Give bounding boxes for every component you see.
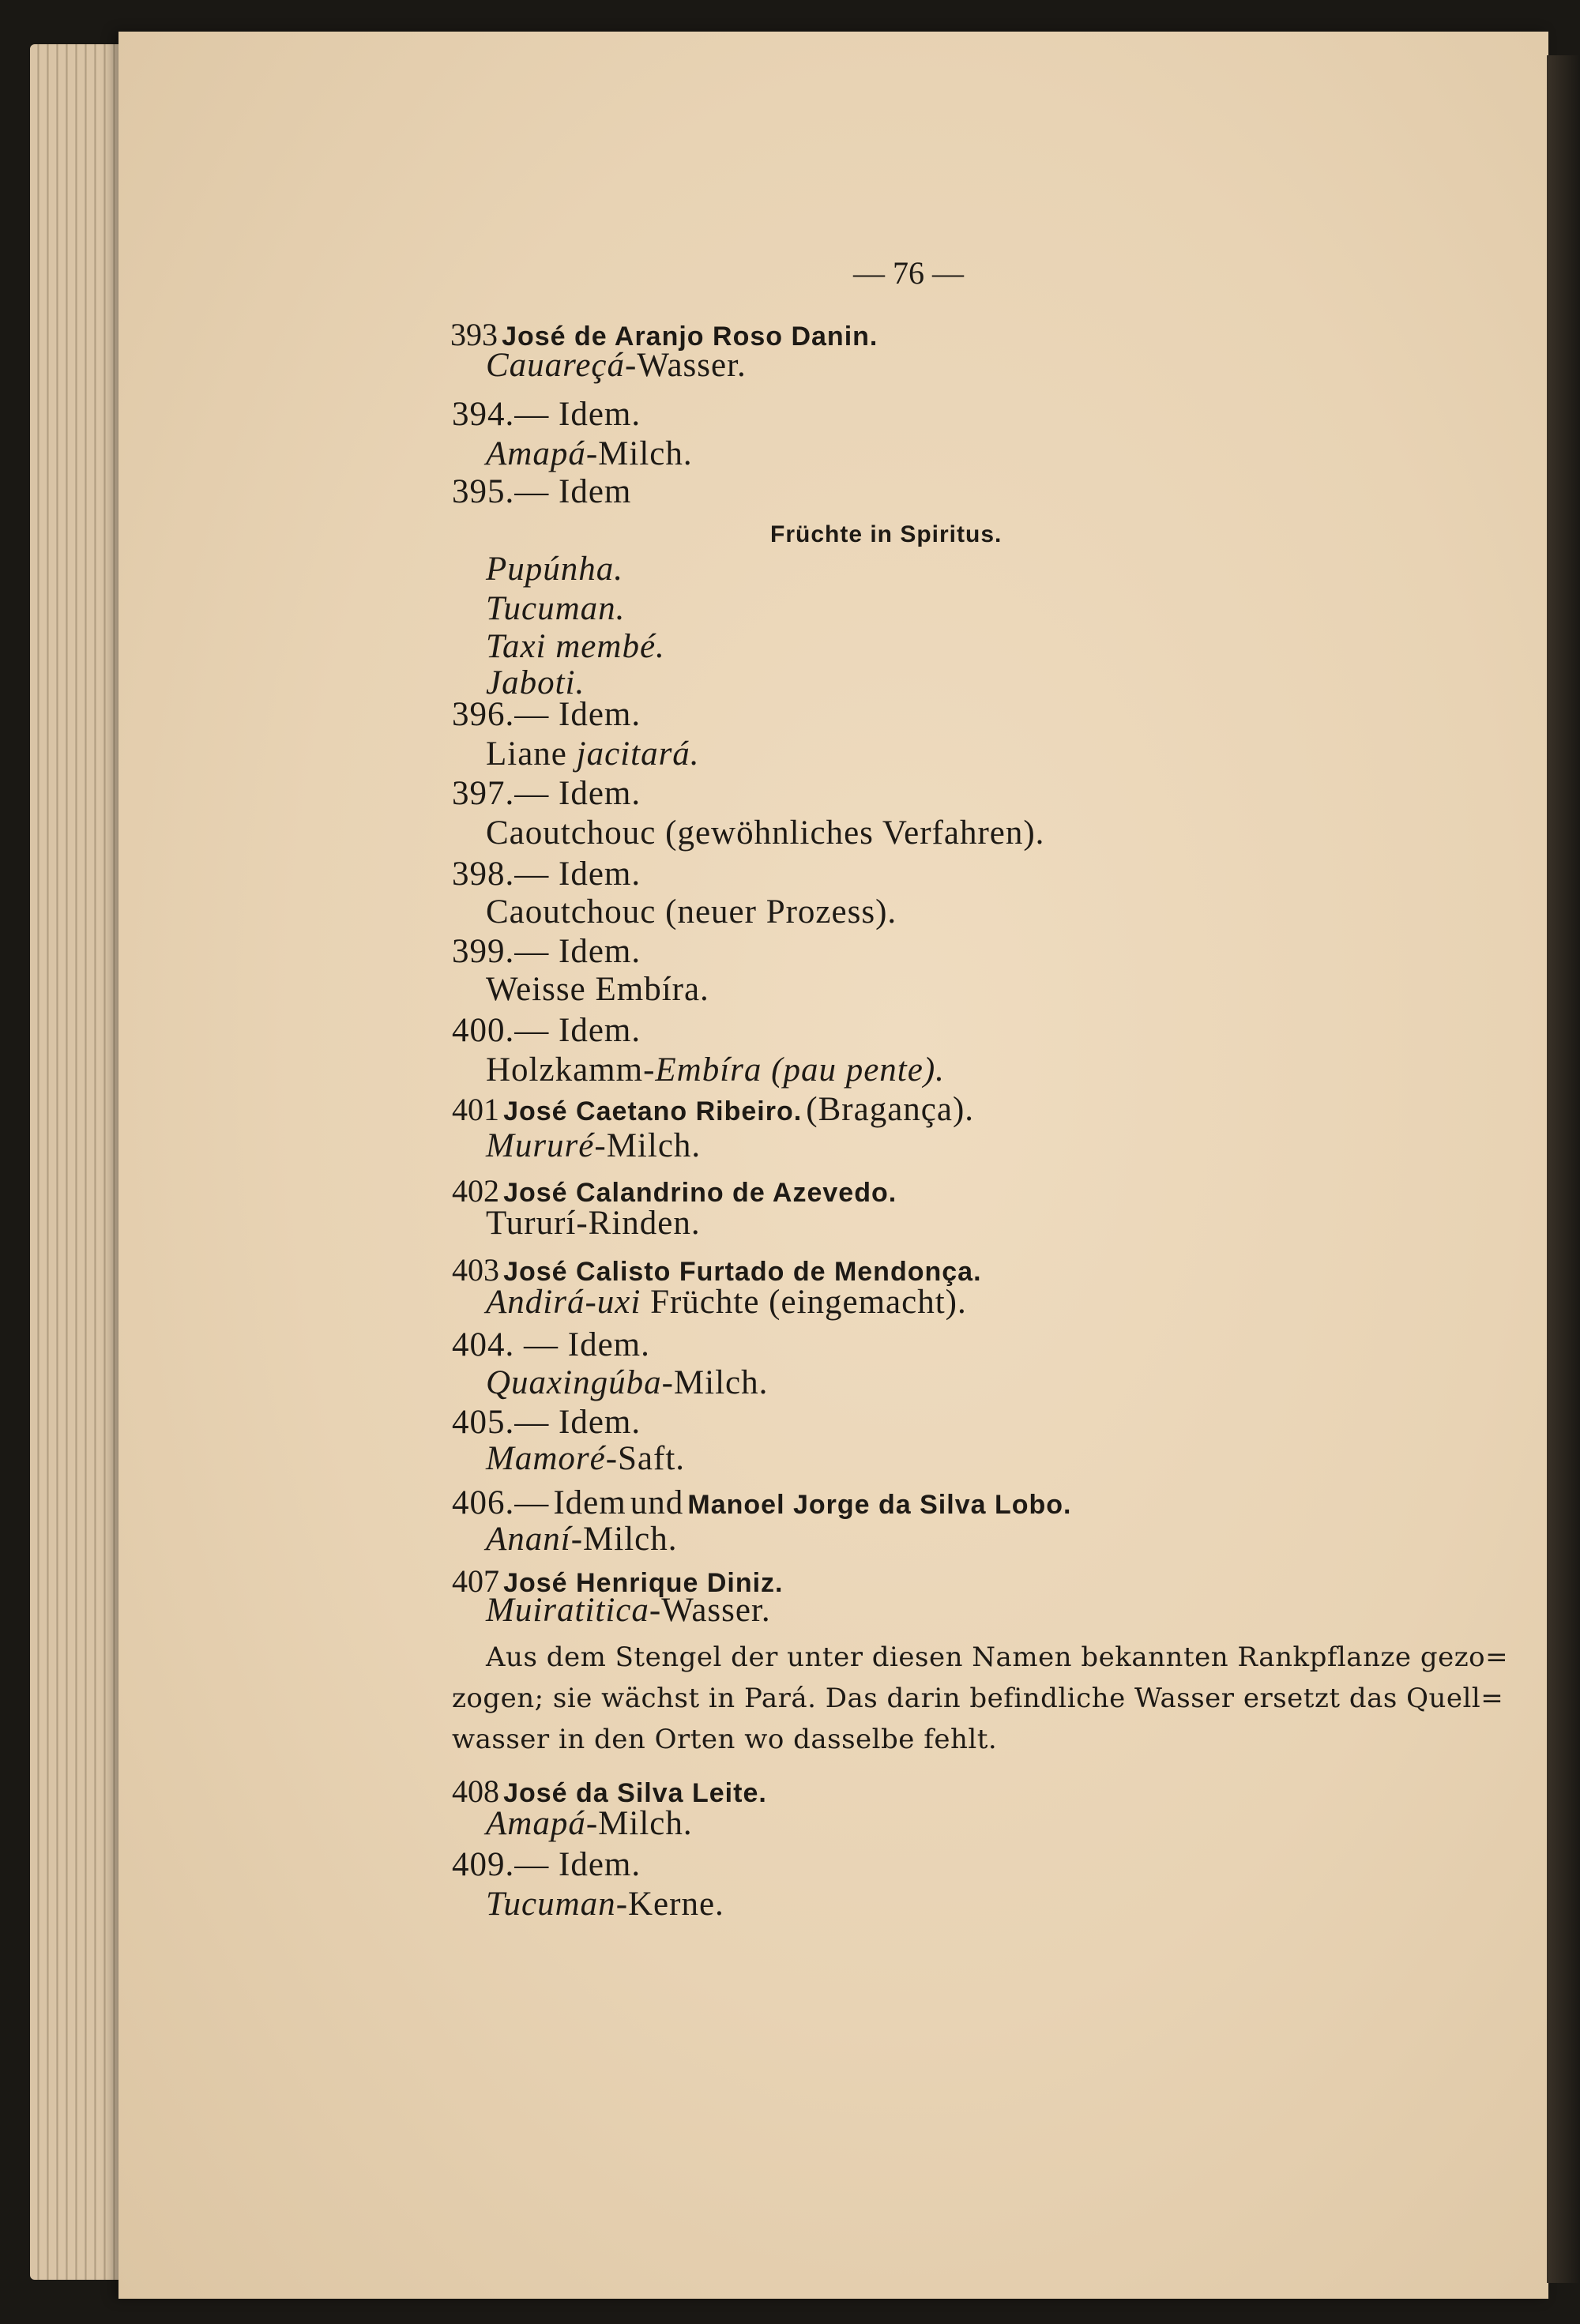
entry-395 <box>452 472 631 511</box>
entry-number: 399.— <box>452 933 550 970</box>
note-line: zogen; sie wächst in Pará. Das darin befindliche Wasser ersetzt das Quell= <box>452 1683 1504 1714</box>
entry-408-item: Amapá-Milch. <box>486 1805 693 1842</box>
note-line: wasser in den Orten wo dasselbe fehlt. <box>452 1724 998 1755</box>
note-line: Aus dem Stengel der unter diesen Namen bekannten Rankpflanze gezo= <box>486 1641 1509 1673</box>
entry-number: 404. — <box>452 1326 559 1363</box>
entry-394 <box>452 395 641 434</box>
entry-number: 396.— <box>452 696 550 733</box>
entry-number: 397.— <box>452 775 550 812</box>
entry-number: 394.— <box>452 396 550 433</box>
entry-number: 405.— <box>452 1404 550 1441</box>
entry-404-item: Quaxingúba-Milch. <box>486 1364 769 1401</box>
entry-400 <box>452 1011 641 1050</box>
entry-idem: Idem. <box>559 696 641 733</box>
entry-number: 402 <box>452 1173 499 1209</box>
entry-405 <box>452 1403 641 1442</box>
entry-author: José Henrique Diniz. <box>503 1568 784 1598</box>
entry-397 <box>452 774 641 813</box>
entry-409 <box>452 1845 641 1884</box>
entry-number: 395.— <box>452 473 550 510</box>
entry-number: 403 <box>452 1252 499 1288</box>
entry-409-item: Tucuman-Kerne. <box>486 1886 724 1923</box>
entry-400-item: Holzkamm-Embíra (pau pente). <box>486 1051 945 1089</box>
item-suffix: -Milch. <box>585 435 693 472</box>
entry-idem: Idem. <box>559 1846 641 1883</box>
entry-401-item: Mururé-Milch. <box>486 1127 702 1164</box>
entry-author: José Calandrino de Azevedo. <box>503 1178 897 1208</box>
entry-idem: Idem <box>553 1484 626 1521</box>
entry-393-item <box>486 346 747 385</box>
entry-398-item: Caoutchouc (neuer Prozess). <box>486 893 897 931</box>
entry-number: 400.— <box>452 1012 550 1049</box>
entry-idem: Idem. <box>559 933 641 970</box>
entry-idem: Idem. <box>559 1404 641 1441</box>
entry-404 <box>452 1326 650 1364</box>
entry-401 <box>452 1090 974 1129</box>
item-name: Amapá <box>486 435 586 472</box>
entry-idem: Idem. <box>559 856 641 893</box>
entry-394-item <box>486 434 693 473</box>
entry-conjunction: und <box>630 1484 684 1521</box>
entry-author: José Calisto Furtado de Mendonça. <box>503 1257 982 1287</box>
entry-author: Manoel Jorge da Silva Lobo. <box>687 1490 1072 1520</box>
entry-399-item: Weisse Embíra. <box>486 971 709 1008</box>
entry-406 <box>452 1484 1071 1522</box>
fruit-item: Tucuman. <box>486 590 626 627</box>
entry-idem: Idem. <box>559 775 641 812</box>
fruit-item: Taxi membé. <box>486 628 665 665</box>
page-number: — 76 — <box>853 255 964 291</box>
sub-heading: Früchte in Spiritus. <box>770 521 1003 547</box>
entry-number: 401 <box>452 1092 499 1127</box>
entry-idem: Idem. <box>567 1326 650 1363</box>
entry-idem: Idem. <box>559 1012 641 1049</box>
entry-403-item: Andirá-uxi Früchte (eingemacht). <box>486 1284 967 1321</box>
entry-author: José da Silva Leite. <box>503 1778 767 1808</box>
entry-396 <box>452 695 641 734</box>
entry-398 <box>452 855 641 893</box>
entry-396-item: Liane jacitará. <box>486 735 700 773</box>
entry-author: José de Aranjo Roso Danin. <box>502 322 878 352</box>
entry-number: 406.— <box>452 1484 550 1521</box>
entry-397-item: Caoutchouc (gewöhnliches Verfahren). <box>486 814 1045 852</box>
entry-402-item: Tururí-Rinden. <box>486 1205 701 1242</box>
entry-number: 393 <box>450 317 498 352</box>
entry-405-item: Mamoré-Saft. <box>486 1440 686 1477</box>
fruit-item: Jaboti. <box>486 664 585 701</box>
entry-place: (Bragança). <box>806 1091 975 1128</box>
entry-idem: Idem <box>559 473 632 510</box>
item-name: Cauareçá <box>486 347 625 384</box>
entry-406-item: Ananí-Milch. <box>486 1521 678 1558</box>
entry-idem: Idem. <box>559 396 641 433</box>
item-suffix: -Wasser. <box>625 347 747 384</box>
entry-author: José Caetano Ribeiro. <box>503 1096 803 1126</box>
fruit-item: Pupúnha. <box>486 551 624 588</box>
entry-number: 407 <box>452 1563 499 1599</box>
entry-number: 408 <box>452 1773 499 1809</box>
entry-407-item: Muiratitica-Wasser. <box>486 1592 771 1629</box>
entry-number: 409.— <box>452 1846 550 1883</box>
entry-399 <box>452 932 641 971</box>
entry-number: 398.— <box>452 856 550 893</box>
